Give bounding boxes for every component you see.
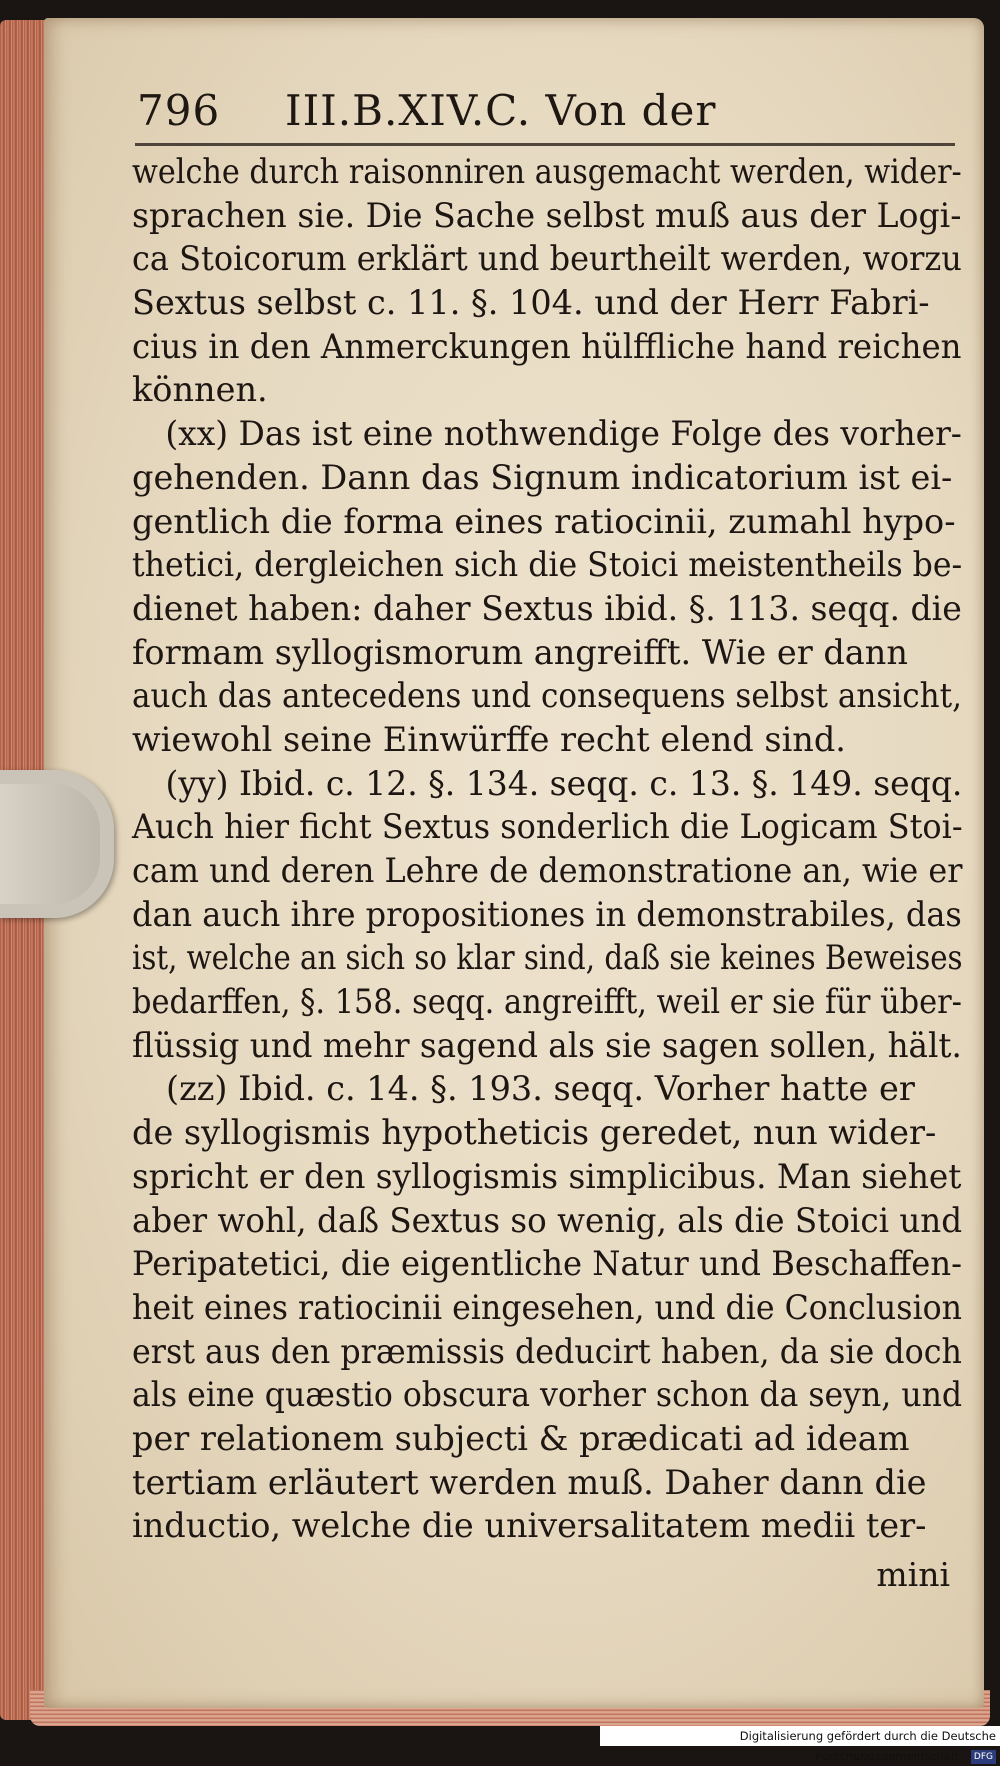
- text-line: tertiam erläutert werden muß. Daher dann die: [132, 1462, 927, 1502]
- text-line: inductio, welche die universalitatem medii ter-: [132, 1506, 927, 1546]
- text-line: ist, welche an sich so klar sind, daß sie keines Beweises: [132, 938, 963, 978]
- body-text: [132, 150, 962, 1548]
- text-line: als eine quæstio obscura vorher schon da seyn, und: [132, 1375, 963, 1415]
- digitization-footer: [600, 1726, 1000, 1763]
- text-line: auch das antecedens und consequens selbst ansicht,: [132, 676, 962, 716]
- text-line: aber wohl, daß Sextus so wenig, als die Stoici und: [132, 1200, 963, 1240]
- text-line: cius in den Anmerckungen hülffliche hand reichen: [132, 326, 962, 366]
- text-line: per relationem subjecti & prædicati ad ideam: [132, 1418, 910, 1458]
- footer-text: Digitalisierung gefördert durch die Deutsche Forschungsgemeinschaft -: [739, 1729, 996, 1763]
- text-line: heit eines ratiocinii eingesehen, und die Conclusion: [132, 1287, 962, 1327]
- text-line: flüssig und mehr sagend als sie sagen sollen, hält.: [132, 1025, 962, 1065]
- text-line: spricht er den syllogismis simplicibus. Man siehet: [132, 1156, 962, 1196]
- text-line: thetici, dergleichen sich die Stoici meistentheils be-: [132, 545, 963, 585]
- text-line: gentlich die forma eines ratiocinii, zumahl hypo-: [132, 501, 956, 541]
- running-head: [95, 80, 955, 150]
- text-line: sprachen sie. Die Sache selbst muß aus der Logi-: [132, 195, 962, 235]
- running-title: III.B.XIV.C. Von der: [285, 86, 717, 135]
- text-line: Auch hier ficht Sextus sonderlich die Logicam Stoi-: [132, 807, 963, 847]
- header-rule: [135, 143, 955, 146]
- page-clip: [0, 770, 114, 918]
- text-line: dienet haben: daher Sextus ibid. §. 113. seqq. die: [132, 588, 962, 628]
- text-line: dan auch ihre propositiones in demonstrabiles, das: [132, 894, 962, 934]
- text-line: (zz) Ibid. c. 14. §. 193. seqq. Vorher hatte er: [166, 1069, 915, 1109]
- text-line: wiewohl seine Einwürffe recht elend sind.: [132, 719, 846, 759]
- text-line: (yy) Ibid. c. 12. §. 134. seqq. c. 13. §. 149. seqq.: [165, 763, 963, 803]
- text-line: bedarffen, §. 158. seqq. angreifft, weil er sie für über-: [132, 982, 962, 1022]
- text-line: Sextus selbst c. 11. §. 104. und der Herr Fabri-: [132, 283, 930, 323]
- text-line: können.: [132, 370, 268, 410]
- text-line: erst aus den præmissis deducirt haben, da sie doch: [132, 1331, 962, 1371]
- text-line: formam syllogismorum angreifft. Wie er dann: [132, 632, 908, 672]
- text-line: Peripatetici, die eigentliche Natur und Beschaffen-: [132, 1244, 962, 1284]
- text-line: (xx) Das ist eine nothwendige Folge des vorher-: [165, 414, 962, 454]
- text-line: gehenden. Dann das Signum indicatorium ist ei-: [132, 457, 953, 497]
- catchword: mini: [876, 1555, 950, 1594]
- text-line: welche durch raisonniren ausgemacht werden, wider-: [132, 152, 962, 191]
- text-line: de syllogismis hypotheticis geredet, nun wider-: [132, 1113, 937, 1153]
- dfg-logo: DFG: [971, 1750, 996, 1764]
- text-line: ca Stoicorum erklärt und beurtheilt werden, worzu: [132, 239, 962, 279]
- page-number: 796: [137, 86, 221, 135]
- text-line: cam und deren Lehre de demonstratione an, wie er: [132, 851, 963, 890]
